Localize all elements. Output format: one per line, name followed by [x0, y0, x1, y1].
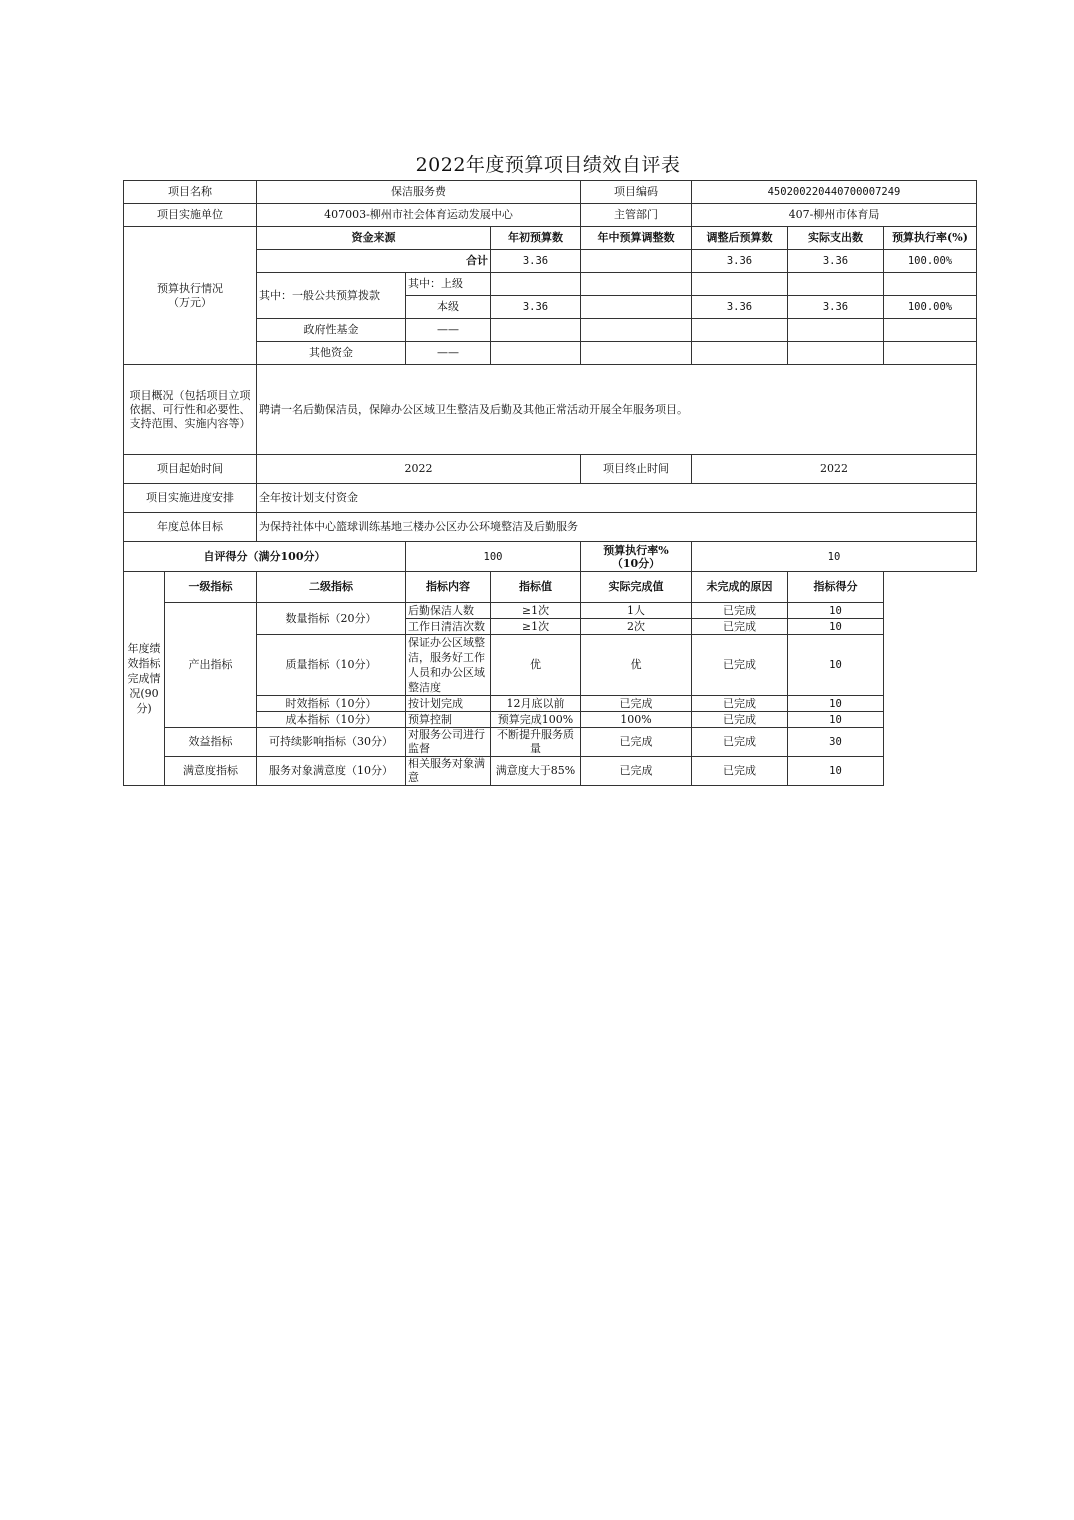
indicator-reason: 已完成 — [692, 603, 788, 619]
indicator-content: 相关服务对象满意 — [406, 757, 491, 786]
supervisor-value: 407-柳州市体育局 — [692, 204, 977, 227]
indicator-actual: 2次 — [581, 619, 692, 635]
indicator-row — [124, 728, 977, 757]
indicator-level2: 可持续影响指标（30分） — [257, 728, 406, 757]
project-name-label: 项目名称 — [124, 181, 257, 204]
indicator-target: ≥1次 — [491, 619, 581, 635]
indicator-target: 不断提升服务质量 — [491, 728, 581, 757]
self-score-label: 自评得分（满分100分） — [124, 542, 406, 572]
budget-local-initial: 3.36 — [491, 296, 581, 319]
budget-total-rate: 100.00% — [884, 250, 977, 273]
budget-exec-label: 预算执行情况 （万元） — [124, 227, 257, 365]
indicator-reason: 已完成 — [692, 635, 788, 696]
indicator-content: 工作日清洁次数 — [406, 619, 491, 635]
row-time — [124, 455, 977, 484]
row-project-name — [124, 181, 977, 204]
annual-goal-label: 年度总体目标 — [124, 513, 257, 542]
start-time-label: 项目起始时间 — [124, 455, 257, 484]
indicator-score: 10 — [788, 757, 884, 786]
indicator-level2: 时效指标（10分） — [257, 696, 406, 712]
indicator-target: 满意度大于85% — [491, 757, 581, 786]
indicator-reason: 已完成 — [692, 728, 788, 757]
budget-local-actual: 3.36 — [788, 296, 884, 319]
indicator-actual: 优 — [581, 635, 692, 696]
overview-label: 项目概况（包括项目立项依据、可行性和必要性、支持范围、实施内容等） — [124, 365, 257, 455]
row-overview — [124, 365, 977, 455]
budget-total-actual: 3.36 — [788, 250, 884, 273]
indicator-target: ≥1次 — [491, 603, 581, 619]
indicator-content: 后勤保洁人数 — [406, 603, 491, 619]
budget-local-adjust — [581, 296, 692, 319]
indicator-target: 12月底以前 — [491, 696, 581, 712]
budget-local-label: 本级 — [406, 296, 491, 319]
impl-unit-label: 项目实施单位 — [124, 204, 257, 227]
progress-label: 项目实施进度安排 — [124, 484, 257, 513]
annual-goal-value: 为保持社体中心篮球训练基地三楼办公区办公环境整洁及后勤服务 — [257, 513, 977, 542]
indicator-header-content: 指标内容 — [406, 572, 491, 603]
row-self-score — [124, 542, 977, 572]
indicator-row — [124, 603, 977, 619]
budget-header-adjust: 年中预算调整数 — [581, 227, 692, 250]
indicator-header-level1: 一级指标 — [165, 572, 257, 603]
budget-gov-fund-dash: —— — [406, 319, 491, 342]
indicator-reason: 已完成 — [692, 757, 788, 786]
end-time-value: 2022 — [692, 455, 977, 484]
budget-total-after: 3.36 — [692, 250, 788, 273]
project-code-value: 450200220440700007249 — [692, 181, 977, 204]
indicator-header-reason: 未完成的原因 — [692, 572, 788, 603]
budget-upper-after — [692, 273, 788, 296]
self-score-value: 100 — [406, 542, 581, 572]
indicator-section-label: 年度绩效指标完成情况(90分) — [124, 572, 165, 786]
budget-other-label: 其他资金 — [257, 342, 406, 365]
budget-upper-actual — [788, 273, 884, 296]
indicator-header-actual: 实际完成值 — [581, 572, 692, 603]
row-annual-goal — [124, 513, 977, 542]
indicator-header-level2: 二级指标 — [257, 572, 406, 603]
row-budget-header — [124, 227, 977, 250]
indicator-target: 优 — [491, 635, 581, 696]
indicator-reason: 已完成 — [692, 712, 788, 728]
indicator-header-target: 指标值 — [491, 572, 581, 603]
indicator-score: 10 — [788, 619, 884, 635]
budget-total-adjust — [581, 250, 692, 273]
budget-header-initial: 年初预算数 — [491, 227, 581, 250]
exec-rate-label: 预算执行率% （10分） — [581, 542, 692, 572]
start-time-value: 2022 — [257, 455, 581, 484]
indicator-actual: 已完成 — [581, 728, 692, 757]
indicator-actual: 已完成 — [581, 757, 692, 786]
indicator-level2: 质量指标（10分） — [257, 635, 406, 696]
row-progress — [124, 484, 977, 513]
budget-other-dash: —— — [406, 342, 491, 365]
benefit-indicator-label: 效益指标 — [165, 728, 257, 757]
budget-gov-fund-label: 政府性基金 — [257, 319, 406, 342]
output-indicator-label: 产出指标 — [165, 603, 257, 728]
budget-upper-initial — [491, 273, 581, 296]
progress-value: 全年按计划支付资金 — [257, 484, 977, 513]
project-code-label: 项目编码 — [581, 181, 692, 204]
page-title: 2022年度预算项目绩效自评表 — [415, 154, 681, 176]
budget-total-initial: 3.36 — [491, 250, 581, 273]
quantity-indicator-label: 数量指标（20分） — [257, 603, 406, 635]
budget-header-source: 资金来源 — [257, 227, 491, 250]
indicator-actual: 100% — [581, 712, 692, 728]
indicator-target: 预算完成100% — [491, 712, 581, 728]
budget-upper-label: 其中：上级 — [406, 273, 491, 296]
overview-value: 聘请一名后勤保洁员，保障办公区域卫生整洁及后勤及其他正常活动开展全年服务项目。 — [257, 365, 977, 455]
budget-general-label: 其中：一般公共预算拨款 — [257, 273, 406, 319]
budget-local-rate: 100.00% — [884, 296, 977, 319]
budget-local-after: 3.36 — [692, 296, 788, 319]
budget-header-actual: 实际支出数 — [788, 227, 884, 250]
budget-total-label: 合计 — [257, 250, 491, 273]
indicator-actual: 已完成 — [581, 696, 692, 712]
budget-header-after: 调整后预算数 — [692, 227, 788, 250]
evaluation-table — [123, 180, 977, 786]
budget-header-rate: 预算执行率(%) — [884, 227, 977, 250]
indicator-content: 预算控制 — [406, 712, 491, 728]
indicator-header-score: 指标得分 — [788, 572, 884, 603]
budget-upper-adjust — [581, 273, 692, 296]
indicator-score: 10 — [788, 635, 884, 696]
supervisor-label: 主管部门 — [581, 204, 692, 227]
indicator-content: 保证办公区域整洁，服务好工作人员和办公区域整洁度 — [406, 635, 491, 696]
project-name-value: 保洁服务费 — [257, 181, 581, 204]
impl-unit-value: 407003-柳州市社会体育运动发展中心 — [257, 204, 581, 227]
row-impl-unit — [124, 204, 977, 227]
indicator-score: 10 — [788, 696, 884, 712]
indicator-content: 对服务公司进行监督 — [406, 728, 491, 757]
indicator-reason: 已完成 — [692, 619, 788, 635]
row-indicator-header — [124, 572, 977, 603]
indicator-level2: 成本指标（10分） — [257, 712, 406, 728]
indicator-score: 30 — [788, 728, 884, 757]
indicator-actual: 1人 — [581, 603, 692, 619]
indicator-score: 10 — [788, 603, 884, 619]
budget-upper-rate — [884, 273, 977, 296]
satisfaction-indicator-label: 满意度指标 — [165, 757, 257, 786]
indicator-reason: 已完成 — [692, 696, 788, 712]
end-time-label: 项目终止时间 — [581, 455, 692, 484]
exec-rate-value: 10 — [692, 542, 977, 572]
indicator-content: 按计划完成 — [406, 696, 491, 712]
indicator-row — [124, 757, 977, 786]
indicator-level2: 服务对象满意度（10分） — [257, 757, 406, 786]
indicator-score: 10 — [788, 712, 884, 728]
